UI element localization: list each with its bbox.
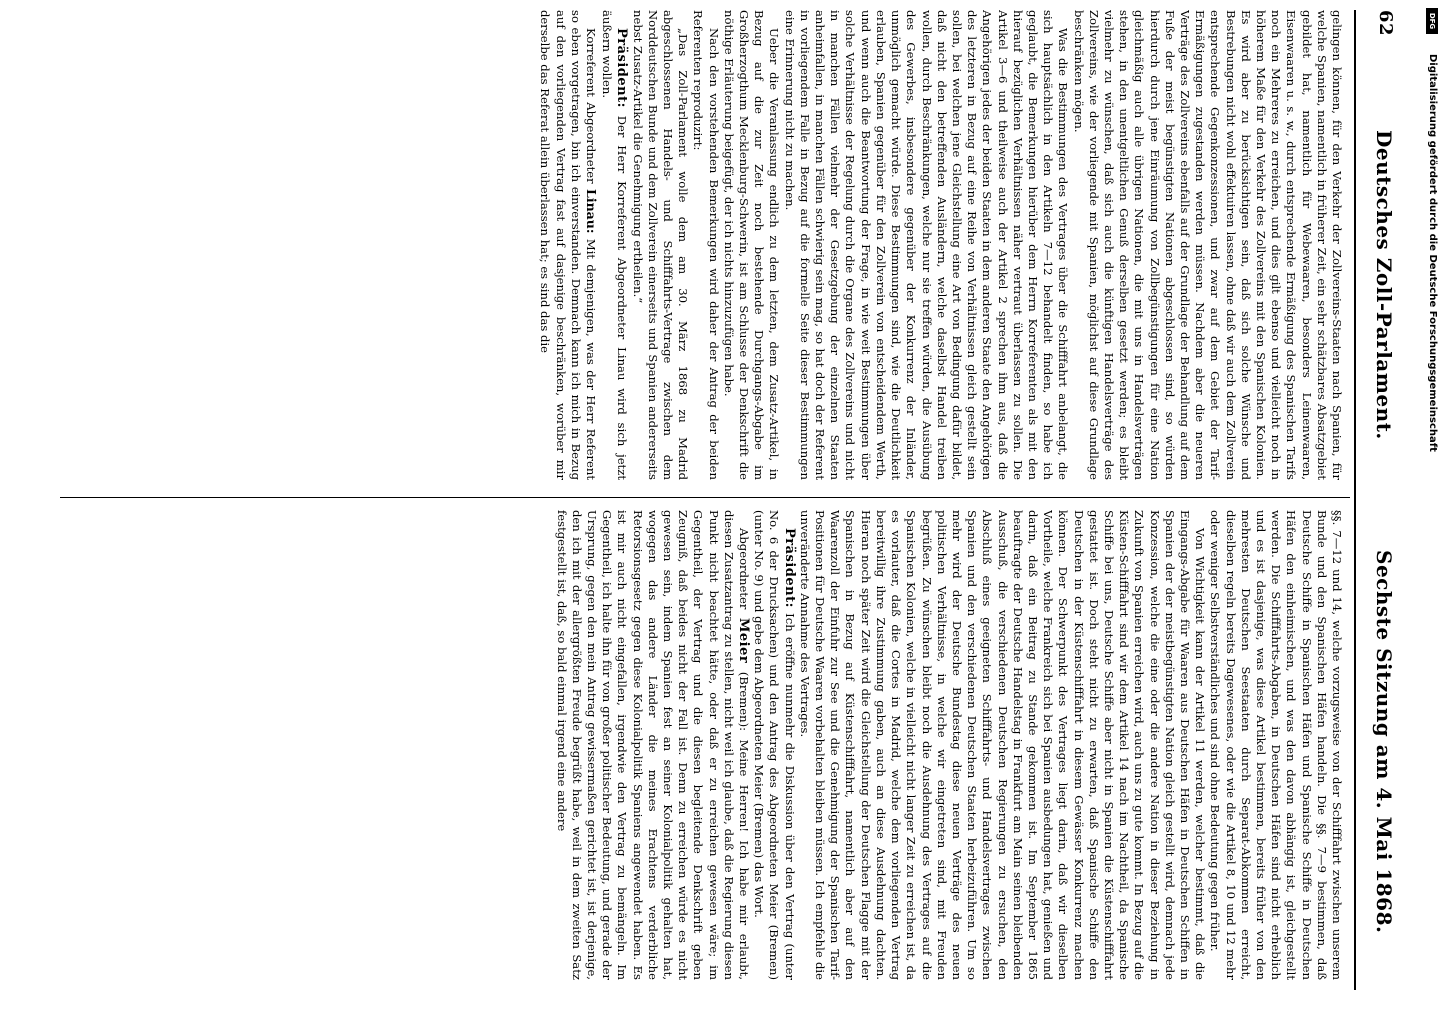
page-header (1360, 10, 1400, 990)
paragraph: Was die Bestimmungen des Vertrages über die Schifffahrt anbelangt, die sich hauptsächlich in den Artikeln 7—12 behandelt finden, so habe ich geglaubt, die Bemerkungen hierüber dem Herrn Korreferenten als mit den hierauf bezüglichen Verhältnissen näher vertraut überlassen zu sollen. Die Artikel 3—6 und theilweise auch der Artikel 2 sprechen ihm aus, daß die Angehörigen jedes der beiden Staaten in dem anderen Staate den Angehörigen des letzteren in Bezug auf eine Reihe von Verhältnissen gleich gestellt sein sollen, bei welchen jene Gleichstellung eine Art von Bedingung dafür bildet, daß nicht den betreffenden Ausländern, welche daselbst Handel treiben wollen, durch Beschränkungen, welche nur sie treffen würden, die Ausübung des Gewerbes, insbesondere gegenüber der Konkurrenz der Inländer, unmöglich gemacht würde. Diese Bestimmungen sind, wie die Deutlichkeit erlauben, Spanien gegenüber für den Zollverein von entscheidendem Werth, und wenn auch die Beantwortung der Frage, in wie weit Bestimmungen über solche Verhältnisse der Regelung durch die Organe des Zollvereins und nicht in manchen Fällen vielmehr der Gesetzgebung der einzelnen Staaten anheimfallen, in manchen Fällen schwierig sein mag, so hat doch der Referent in vorliegendem Falle in Bezug auf die formelle Seite dieser Bestimmungen eine Erinnerung nicht zu machen. (782, 10, 1071, 480)
speech-paragraph (537, 10, 599, 480)
dfg-logo: DFG (1426, 8, 1438, 34)
paragraph: §§. 7—12 und 14, welche vorzugsweise von der Schifffahrt zwischen unserem Bunde und den Spanischen Häfen handeln. Die §§. 7—9 bestimmen, daß Deutsche Schiffe in Spanischen Häfen und Spanische Schiffe in Deutschen Häfen den einheimischen, und was den davon abhängig ist, gleichgestellt werden. Die Schifffahrts-Abgaben, in Deutschen Häfen sind nicht erheblich und es ist dasjenige, was diese Artikel bestimmen, bereits früher von den mehresten Deutschen Seestaaten durch Separat-Abkommen erreicht, dieselben regeln bereits Dagewesenes, oder wie die Artikel 8, 10 und 12 mehr oder weniger Selbstverständliches und sind ohne Bedeutung gegen früher. (1208, 510, 1344, 980)
speech-paragraph (553, 510, 751, 980)
speaker-name: Meier (736, 618, 752, 664)
speaker-role: Korreferent Abgeordneter (584, 28, 599, 184)
page-number: 62 (1375, 10, 1396, 37)
left-column (54, 10, 1344, 480)
speaker-name: Präsident: (614, 28, 630, 108)
paragraph: Nach den vorstehenden Bemerkungen wird daher der Antrag der beiden Referenten reproduzirt: (691, 10, 721, 480)
digitization-note-text: Digitalisierung gefördert durch die Deutsche Forschungsgemeinschaft (1427, 54, 1438, 452)
running-title-left: Deutsches Zoll-Parlament. (1372, 130, 1396, 440)
paragraph: Von Wichtigkeit kann der Artikel 11 werden, welcher bestimmt, daß die Eingangs-Abgabe für Waaren aus Deutschen Häfen in Deutschen Schiffen in Spanien der der meistbegünstigten Nation gleich gestellt wird, demnach jede Konzession, welche die eine oder die andere Nation in dieser Beziehung in Zukunft von Spanien erreichen wird, auch uns zu gute kommt. In Bezug auf die Küsten-Schifffahrt sind wir dem Artikel 14 nach im Nachtheil, da Spanische Schiffe bei uns, Deutsche Schiffe aber nicht in Spanien die Küstenschifffahrt gestattet ist. Doch steht nicht zu erwarten, daß Spanische Schiffe den Deutschen in der Küstenschifffahrt in diesem Gewässer Konkurrenz machen können. Der Schwerpunkt des Vertrages liegt darin, daß wir dieselben Vortheile, welche Frankreich sich bei Spanien ausbedungen hat, genießen und darin, daß ein Beitrag zu Stande gekommen ist. Im September 1865 beauftragte der Deutsche Handelstag in Frankfurt am Main seinen bleibenden Ausschuß, die verschiedenen Deutschen Regierungen zu ersuchen, den Abschluß eines geeigneten Schifffahrts- und Handelsvertrages zwischen Spanien und den verschiedenen Deutschen Staaten herbeizuführen. Um so mehr wird der Deutsche Bundestag diese neuen Verträge des neuen politischen Verhältnisse, in welche wir eingetreten sind, mit Freuden begrüßen. Zu wünschen bleibt noch die Ausdehnung des Vertrages auf die Spanischen Kolonien, welche in vielleicht nicht langer Zeit zu erreichen ist, da es vorlauter, daß die Cortes in Madrid, welche dem vorliegenden Vertrag bereitwillig ihre Zustimmung gaben, auch an diese Ausdehnung dachten. Hieran noch später Zeit wird die Gleichstellung der Deutschen Flagge mit der Spanischen in Bezug auf Küstenschifffahrt, namentlich aber auf den Waarenzoll der Einfuhr zur See und die Genehmigung der Spanischen Tarif-Positionen für Deutsche Waaren vorbehalten bleiben müssen. Ich empfehle die unveränderte Annahme des Vertrages. (797, 510, 1208, 980)
speech-paragraph (599, 10, 629, 480)
column-divider (60, 497, 1350, 498)
speech-text: Ich eröffne nunmehr die Diskussion über den Vertrag (unter No. 6 der Drucksachen) und den Antrag des Abgeordneten Meier (Bremen) (unter No. 9) und gebe dem Abgeordneten Meier (Bremen) das Wort. (752, 510, 797, 980)
speech-text: Der Herr Korreferent Abgeordneter Linau wird sich jetzt äußern wollen. (600, 10, 630, 480)
digitization-note (1422, 10, 1438, 990)
running-title-right: Sechste Sitzung am 4. Mai 1868. (1372, 550, 1396, 934)
speech-paragraph (751, 510, 797, 980)
speech-text: Mit demjenigen, was der Herr Referent so eben vorgetragen, bin ich einverstanden. Demnach kann ich mich in Bezug auf den vorliegenden Vertrag fast auf dasjenige beschränken, worüber mir derselbe das Referat allein überlassen hat; es sind das die (538, 10, 599, 480)
header-rule (1354, 10, 1356, 990)
paragraph: Ueber die Veranlassung endlich zu dem letzten, dem Zusatz-Artikel, in Bezug auf die zur Zeit noch bestehende Durchgangs-Abgabe im Großherzogthum Mecklenburg-Schwerin, ist am Schlusse der Denkschrift die nöthige Erläuterung beigefügt, der ich nichts hinzuzufügen habe. (721, 10, 782, 480)
right-column (54, 510, 1344, 980)
paragraph: gelingen können, für den Verkehr der Zollvereins-Staaten nach Spanien, für welche Spanien, namentlich in früherer Zeit, ein sehr schätzbares Absatzgebiet gebildet hat, namentlich für Webewaaren, besonders Leinenwaaren, Eisenwaaren u. s. w., durch entsprechende Ermäßigung des Spanischen Tarifs noch ein Mehreres zu erreichen, und dies gilt ebenso und vielleicht noch in höherem Maße für den Verkehr des Zollvereins mit den Spanischen Kolonien. Es wird aber zu berücksichtigen sein, daß sich solche Wünsche und Bestrebungen nicht wohl effektuiren lassen, ohne daß wir auch dem Zollverein entsprechende Gegenkonzessionen, und zwar auf dem Gebiet der Tarif-Ermäßigungen zugestanden werden müssen. Nachdem aber die neueren Verträge des Zollvereins ebenfalls auf der Grundlage der Behandlung auf dem Fuße der meist begünstigten Nationen abgeschlossen sind, so würden hierdurch durch jene Einräumung von Zollbegünstigungen für eine Nation gleichmäßig auch alle übrigen Nationen, die mit uns in Handelsverträgen stehen, in den unentgeltlichen Genuß derselben gesetzt werden; es bleibt vielmehr zu wünschen, daß sich auch die künftigen Handelsverträge des Zollvereins, wie der vorliegende mit Spanien, möglichst auf diese Grundlage beschränken mögen. (1071, 10, 1344, 480)
motion-quote: „Das Zoll-Parlament wolle dem am 30. März 1868 zu Madrid abgeschlossenen Handels- und Schifffahrts-Vertrage zwischen dem Norddeutschen Bunde und dem Zollverein einerseits und Spanien andererseits nebst Zusatz-Artikel die Genehmigung ertheilen.“ (630, 10, 691, 480)
speaker-name: Präsident: (781, 528, 797, 608)
speaker-role: Abgeordneter (737, 528, 752, 610)
speech-text: (Bremen): Meine Herren! Ich habe mir erlaubt, diesen Zusatzantrag zu stellen, nicht weil ich glaube, daß die Regierung diesen Punkt nicht beachtet hätte, oder daß er zu erreichen gewesen wäre; im Gegentheil, der Vertrag und die diesen begleitende Denkschrift geben Zeugniß, daß beides nicht der Fall ist. Denn zu erreichen würde es nicht gewesen sein, indem Spanien fest an seiner Kolonialpolitik gehalten hat, wogegen das andere Länder die meines Erachtens verderbliche Retorsionsgesetz gegen diese Kolonialpolitik Spaniens angewendet haben. Es ist mir auch nicht eingefallen, irgendwie den Vertrag zu bemängeln. Im Gegentheil, ich halte ihn für von großer politischer Bedeutung, und gerade der Ursprung, gegen den mein Antrag gewissermaßen gerichtet ist, ist derjenige, den ich mit der allergrößten Freude begrüßt habe, weil in dem zweiten Satz festgestellt ist, daß, so bald einmal irgend eine andere (554, 510, 752, 980)
speaker-name: Linau: (584, 189, 600, 234)
document-page (40, 10, 1400, 990)
